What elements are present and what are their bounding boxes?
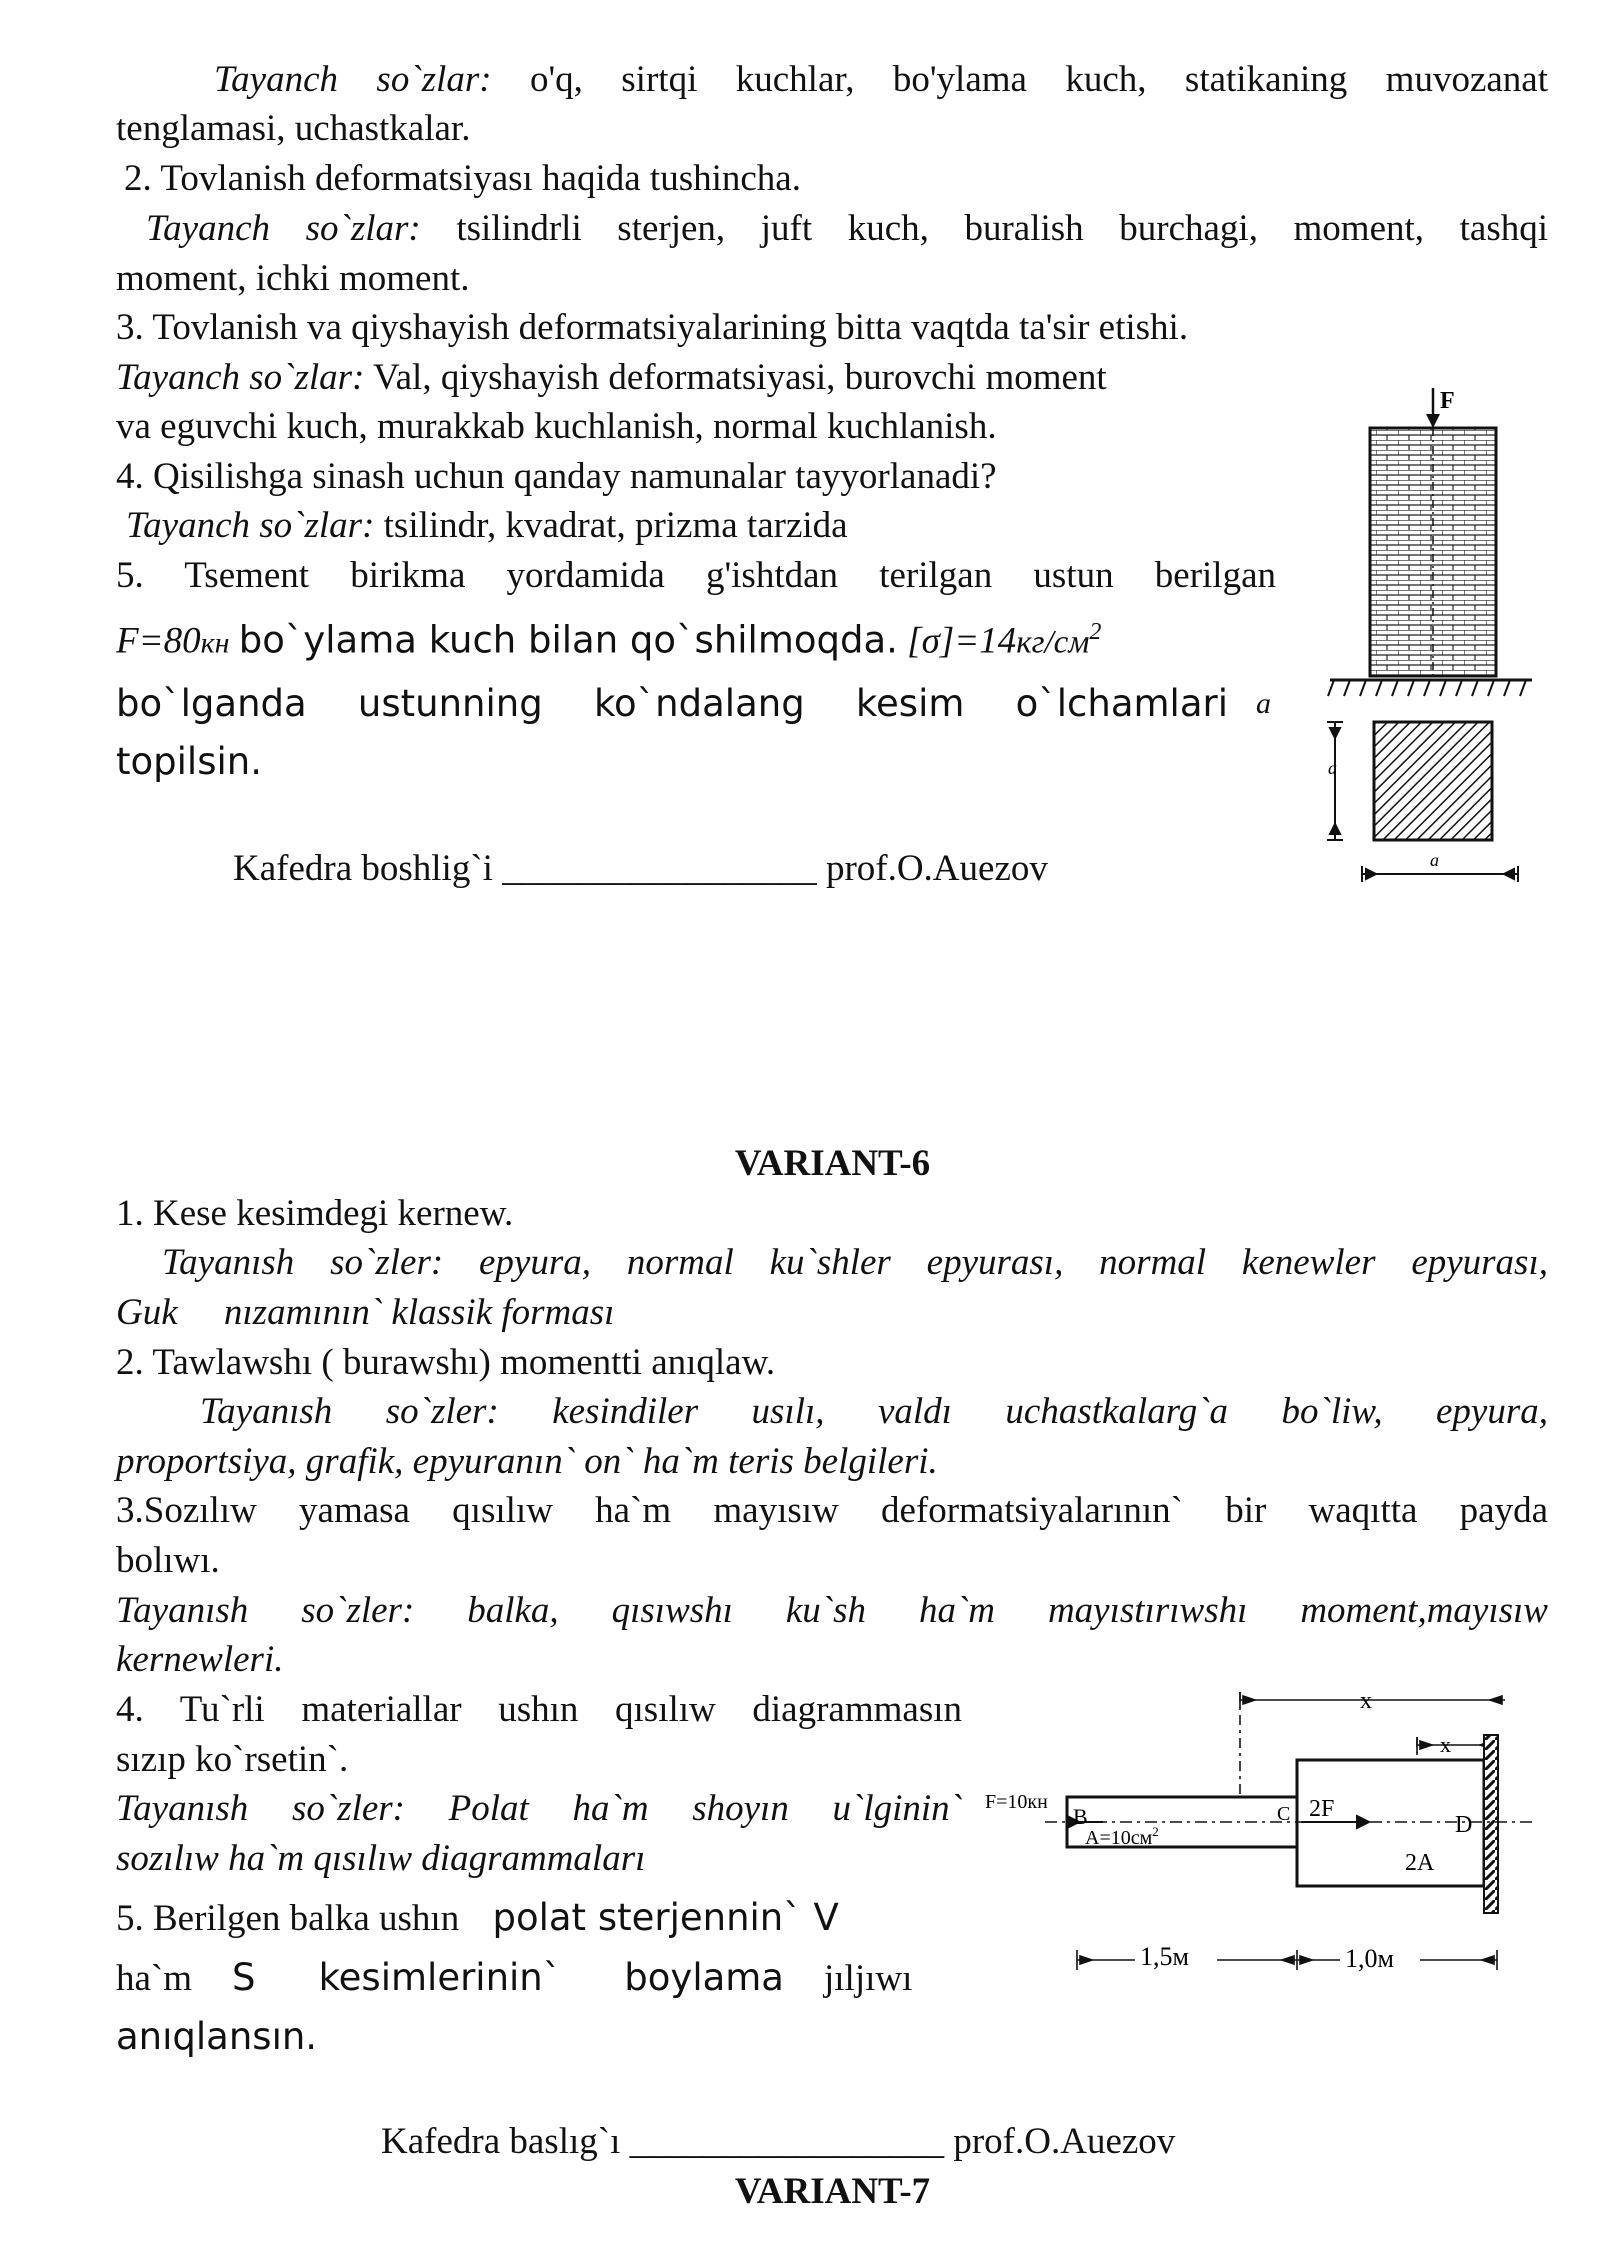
v5-question-4: 4. Qisilishga sinash uchun qanday namunalar tayyorlanadi? xyxy=(116,456,997,497)
force-formula: F=80 xyxy=(116,620,201,662)
v5-signature: Kafedra boshlig`i _________________ prof.O.Auezov xyxy=(233,848,1048,889)
square-cross-section xyxy=(1374,722,1492,840)
keywords-text: Val, qiyshayish deformatsiyasi, burovchi moment xyxy=(373,357,1107,398)
keywords-label: Tayanch so`zlar: xyxy=(116,357,365,398)
q5-line2-c: jıljıwı xyxy=(823,1958,913,1999)
v5-question-5: 5. Tsement birikma yordamida g'ishtdan terilgan ustun berilgan xyxy=(116,555,1276,596)
force-F-label: F=10кн xyxy=(985,1791,1048,1813)
v6-q3-keywords-cont: kernewleri. xyxy=(116,1639,284,1680)
force-unit: кн xyxy=(200,626,230,660)
force-arrow-icon xyxy=(1426,388,1440,428)
v6-q1-keywords-cont: Guk nızamının` klassik forması xyxy=(116,1292,615,1333)
brick-column-figure xyxy=(1310,380,1540,900)
keywords-text: tsilindrli sterjen, juft kuch, buralish burchagi, moment, tashqi xyxy=(456,208,1549,249)
length-1-label: 1,5м xyxy=(1140,1942,1189,1971)
keywords-text: tsilindr, kvadrat, prizma tarzida xyxy=(383,505,848,546)
dim-x-top-label: x xyxy=(1360,1688,1372,1714)
v6-question-5-end: anıqlansın. xyxy=(116,2015,318,2058)
dim-bottom-label: a xyxy=(1430,850,1439,870)
q5-text: bo`ylama kuch bilan qo`shilmoqda. xyxy=(238,618,898,662)
dim-x-small-label: x xyxy=(1440,1732,1451,1757)
area-2A-label: 2A xyxy=(1405,1850,1435,1876)
keywords-text: Tayanısh so`zler: kesindiler usılı, valdı uchastkalarg`a bo`liw, epyura, xyxy=(200,1391,1548,1432)
stress-formula: [σ]=14 xyxy=(907,620,1017,662)
v5-q3-keywords-cont: va eguvchi kuch, murakkab kuchlanish, normal kuchlanish. xyxy=(116,406,997,447)
dim-side-label: a xyxy=(1328,758,1337,778)
keywords-label: Tayanch so`zlar: xyxy=(126,505,375,546)
v5-question-2: 2. Tovlanish deformatsiyası haqida tushincha. xyxy=(124,158,801,199)
v6-q1-keywords xyxy=(116,1239,1548,1287)
v6-question-1: 1. Kese kesimdegi kernew. xyxy=(116,1193,514,1234)
v6-question-3: 3.Sozılıw yamasa qısılıw ha`m mayısıw deformatsiyalarının` bir waqıtta payda xyxy=(116,1490,1548,1531)
v6-question-2: 2. Tawlawshı ( burawshı) momentti anıqlaw. xyxy=(116,1342,776,1383)
dimension-x-top xyxy=(1240,1692,1505,1708)
v6-q4-keywords-cont: sozılıw ha`m qısılıw diagrammaları xyxy=(116,1838,646,1879)
ground-support xyxy=(1328,680,1532,696)
keywords-text: Tayanısh so`zler: epyura, normal ku`shler epyurası, normal kenewler epyurası, xyxy=(162,1242,1548,1283)
vertical-dimension xyxy=(1327,722,1343,840)
v5-q5-line4: topilsin. xyxy=(116,740,262,783)
stepped-bar-figure xyxy=(985,1680,1545,1990)
q5-line2-a: ha`m xyxy=(116,1958,193,1999)
v5-q2-keywords xyxy=(116,205,1548,253)
v6-q4-keywords: Tayanısh so`zler: Polat ha`m shoyın u`lginin` xyxy=(116,1788,962,1829)
v6-signature: Kafedra baslıg`ı _________________ prof.O.Auezov xyxy=(381,2121,1176,2162)
v5-q2-keywords-cont: moment, ichki moment. xyxy=(116,258,470,299)
stress-unit-exponent: 2 xyxy=(1089,619,1102,645)
fixed-wall xyxy=(1484,1735,1498,1913)
v5-q5-var-a: a xyxy=(1256,687,1271,720)
v5-q1-keywords xyxy=(116,56,1548,104)
point-B-label: B xyxy=(1073,1804,1088,1829)
q5-line2-b: S kesimlerinin` boylama xyxy=(232,1956,784,1999)
v5-q1-keywords-cont: tenglamasi, uchastkalar. xyxy=(116,108,471,149)
stress-unit: кг/см xyxy=(1016,624,1090,661)
q5-text-a: 5. Berilgen balka ushın xyxy=(116,1898,460,1939)
variant-6-title: VARIANT-6 xyxy=(734,1143,931,1184)
v6-question-3-cont: bolıwı. xyxy=(116,1540,220,1581)
v6-q3-keywords: Tayanısh so`zler: balka, qısıwshı ku`sh ha`m mayıstırıwshı moment,mayısıw xyxy=(116,1590,1548,1631)
v6-q2-keywords xyxy=(116,1388,1548,1436)
keywords-text: o'q, sirtqi kuchlar, bo'ylama kuch, statikaning muvozanat xyxy=(529,59,1549,100)
q5-text-b: polat sterjennin` V xyxy=(492,1896,839,1939)
variant-7-title: VARIANT-7 xyxy=(734,2171,931,2212)
v6-question-4-cont: sızıp ko`rsetin`. xyxy=(116,1739,349,1780)
area-label-1: $A=10см^2$ xyxy=(1085,1824,1159,1849)
v5-question-3: 3. Tovlanish va qiyshayish deformatsiyalarining bitta vaqtda ta'sir etishi. xyxy=(116,307,1189,348)
length-2-label: 1,0м xyxy=(1345,1944,1394,1973)
force-2F-label: 2F xyxy=(1309,1796,1335,1822)
keywords-label: Tayanch so`zlar: xyxy=(146,208,421,249)
point-D-label: D xyxy=(1455,1812,1473,1838)
horizontal-dimension xyxy=(1362,866,1518,882)
keywords-label: Tayanch so`zlar: xyxy=(214,59,492,100)
v5-q5-line3: bo`lganda ustunning ko`ndalang kesim o`lchamlari xyxy=(116,682,1228,725)
force-label: F xyxy=(1440,388,1455,414)
v6-q2-keywords-cont: proportsiya, grafik, epyuranın` on` ha`m teris belgileri. xyxy=(116,1441,938,1482)
v6-question-4: 4. Tu`rli materiallar ushın qısılıw diagrammasın xyxy=(116,1689,962,1730)
point-C-label: C xyxy=(1277,1803,1291,1825)
